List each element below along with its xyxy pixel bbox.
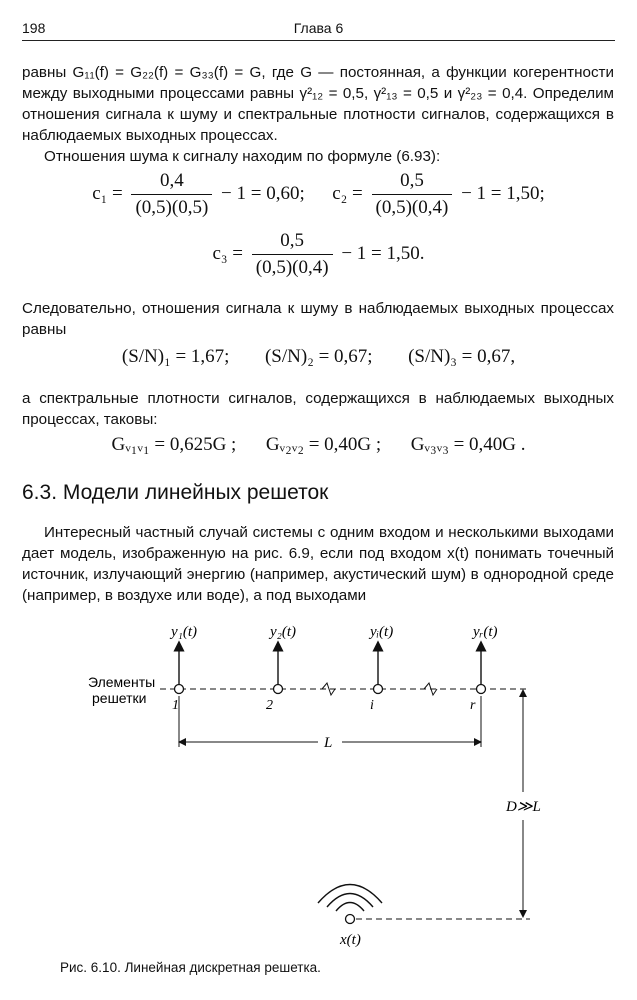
eq-c2-numerator: 0,5 <box>400 170 424 191</box>
snr-3: (S/N)₃ = 0,67, <box>408 346 516 367</box>
output-label-r: yᵣ(t) <box>473 624 498 640</box>
eq-c2-fraction <box>372 170 453 219</box>
array-element-2 <box>274 685 283 694</box>
length-label: L <box>324 735 333 751</box>
eq-c3-rhs: − 1 = 1,50. <box>341 242 425 264</box>
paragraph-4: а спектральные плотности сигналов, содержащихся в наблюдаемых выходных процессах, таковы: <box>22 390 614 428</box>
running-header <box>22 18 615 41</box>
chapter-title: Глава 6 <box>293 20 344 36</box>
wave-arc-2 <box>327 894 373 908</box>
element-index-i: i <box>370 698 374 713</box>
spectral-2: Gᵥ₂ᵥ₂ = 0,40G ; <box>265 434 382 455</box>
eq-c3-lhs: c₃ = <box>212 242 244 264</box>
array-label-line1: Элементы <box>88 674 156 690</box>
eq-c1-numerator: 0,4 <box>160 170 184 191</box>
array-figure <box>0 612 637 952</box>
equation-snr <box>0 346 637 368</box>
eq-c3-denominator: (0,5)(0,4) <box>252 254 333 279</box>
equation-c1-c2 <box>0 170 637 219</box>
paragraph-3: Следовательно, отношения сигнала к шуму в наблюдаемых выходных процессах равны <box>22 300 614 338</box>
spectral-3: Gᵥ₃ᵥ₃ = 0,40G . <box>410 434 526 455</box>
snr-1: (S/N)₁ = 1,67; <box>121 346 230 367</box>
point-source <box>346 915 355 924</box>
array-element-1 <box>175 685 184 694</box>
source-label: x(t) <box>340 932 361 948</box>
section-heading: 6.3. Модели линейных решеток <box>22 481 329 504</box>
array-element-i <box>374 685 383 694</box>
snr-2: (S/N)₂ = 0,67; <box>264 346 373 367</box>
output-label-1: y₁(t) <box>171 624 198 640</box>
eq-c2-lhs: c₂ = <box>332 182 363 204</box>
figure-caption: Рис. 6.10. Линейная дискретная решетка. <box>60 960 321 975</box>
element-index-2: 2 <box>266 698 273 713</box>
array-element-r <box>477 685 486 694</box>
paragraph-1: равны G₁₁(f) = G₂₂(f) = G₃₃(f) = G, где G — постоянная, а функции когерентности между выходными процессами равны γ²₁₂ = 0,5, γ²₁₃ = 0,5 и γ²₂₃ = 0,4. Определим отношения сигнала к шуму и спектральные плотности сигналов, содержащихся в наблюдаемых выходных процессах. <box>22 64 614 144</box>
page-number: 198 <box>22 20 46 36</box>
eq-c1-fraction <box>131 170 212 219</box>
spectral-1: Gᵥ₁ᵥ₁ = 0,625G ; <box>111 434 237 455</box>
array-label-line2: решетки <box>92 690 147 706</box>
eq-c3-numerator: 0,5 <box>280 230 305 251</box>
eq-c3-fraction <box>252 230 333 279</box>
equation-c3 <box>0 230 637 279</box>
element-index-r: r <box>470 698 476 713</box>
wave-arc-1 <box>336 903 364 912</box>
output-label-i: yᵢ(t) <box>370 624 394 640</box>
eq-c1-denominator: (0,5)(0,5) <box>131 194 212 219</box>
eq-c1-rhs: − 1 = 0,60; <box>221 182 305 204</box>
distance-label: D≫L <box>506 799 541 815</box>
equation-spectral <box>0 434 637 456</box>
eq-c2-rhs: − 1 = 1,50; <box>461 182 545 204</box>
eq-c2-denominator: (0,5)(0,4) <box>372 194 453 219</box>
output-label-2: y₂(t) <box>270 624 297 640</box>
paragraph-5: Интересный частный случай системы с одним входом и несколькими выходами дает модель, изображенную на рис. 6.9, если под входом x(t) понимать точечный источник, излучающий энергию (например, акустический шум) в однородной среде (например, в воздухе или воде), а под выходами <box>22 524 614 604</box>
element-index-1: 1 <box>172 698 179 713</box>
eq-c1-lhs: c₁ = <box>92 182 123 204</box>
paragraph-2: Отношения шума к сигналу находим по формуле (6.93): <box>44 148 441 165</box>
